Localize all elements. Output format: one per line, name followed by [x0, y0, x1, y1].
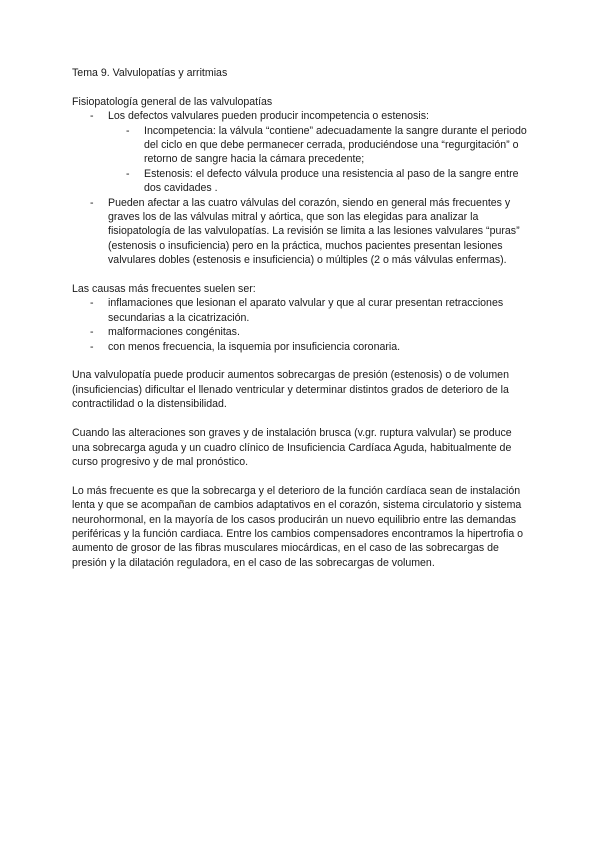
- list-item-text: con menos frecuencia, la isquemia por insuficiencia coronaria.: [108, 340, 401, 353]
- list-item-text: Pueden afectar a las cuatro válvulas del corazón, siendo en general más frecuentes y graves los de las válvulas mitral y aórtica, que son las elegidas para analizar la fisiopatología de las valvulopatías. La revisión se limita a las lesiones valvulares “puras” (estenosis o insuficiencia) pero en la práctica, muchos pacientes presentan lesiones valvulares dobles (estenosis e insuficiencia) o múltiples (2 o más válvulas enfermas).: [108, 196, 520, 267]
- list-item-text: malformaciones congénitas.: [108, 326, 240, 339]
- paragraph: Lo más frecuente es que la sobrecarga y el deterioro de la función cardíaca sean de instalación lenta y que se acompañan de cambios adaptativos en el corazón, sistema circulatorio y sistema neurohormonal, en la mayoría de los casos producirán un nuevo equilibrio entre las demandas periféricas y la función cardiaca. Entre los cambios compensadores encontramos la hipertrofia o aumento de grosor de las fibras musculares miocárdicas, en el caso de las sobrecargas de presión y la dilatación reguladora, en el caso de las sobrecargas de volumen.: [72, 484, 524, 569]
- list-item-text: inflamaciones que lesionan el aparato valvular y que al curar presentan retracciones secundarias a la cicatrización.: [108, 297, 504, 324]
- section-heading: Fisiopatología general de las valvulopatías: [72, 95, 273, 108]
- sub-list-item: [72, 124, 532, 167]
- defects-list: [72, 109, 532, 267]
- list-item: [72, 325, 532, 339]
- spacer: [72, 354, 532, 368]
- page-title: Tema 9. Valvulopatías y arritmias: [72, 67, 228, 79]
- bullet-dash: -: [90, 110, 94, 123]
- causes-intro: Las causas más frecuentes suelen ser:: [72, 283, 256, 296]
- list-item: [72, 196, 532, 268]
- spacer: [72, 412, 532, 426]
- sub-list-item: [72, 167, 532, 196]
- list-item: [72, 109, 532, 123]
- bullet-dash: -: [126, 167, 130, 180]
- spacer: [72, 268, 532, 282]
- document-page: [72, 66, 532, 570]
- list-item-text: Los defectos valvulares pueden producir incompetencia o estenosis:: [108, 110, 429, 123]
- sub-list-item-text: Estenosis: el defecto válvula produce una resistencia al paso de la sangre entre dos cavidades .: [144, 167, 519, 195]
- paragraph: Cuando las alteraciones son graves y de instalación brusca (v.gr. ruptura valvular) se produce una sobrecarga aguda y un cuadro clínico de Insuficiencia Cardíaca Aguda, habitualmente de curso progresivo y de mal pronóstico.: [72, 427, 512, 468]
- causes-list: [72, 296, 532, 354]
- list-item: [72, 296, 532, 325]
- bullet-dash: -: [90, 340, 94, 353]
- bullet-dash: -: [126, 124, 130, 137]
- sub-list-item-text: Incompetencia: la válvula “contiene” adecuadamente la sangre durante el periodo del ciclo en que debe permanecer cerrada, produciéndose una “regurgitación” o retorno de sangre hacia la cámara precedente;: [144, 124, 527, 166]
- spacer: [72, 80, 532, 94]
- bullet-dash: -: [90, 326, 94, 339]
- bullet-dash: -: [90, 196, 94, 209]
- list-item: [72, 340, 532, 354]
- bullet-dash: -: [90, 297, 94, 310]
- paragraph: Una valvulopatía puede producir aumentos sobrecargas de presión (estenosis) o de volumen (insuficiencias) dificultar el llenado ventricular y determinar distintos grados de deterioro de la contractilidad o la distensibilidad.: [72, 369, 509, 411]
- spacer: [72, 469, 532, 483]
